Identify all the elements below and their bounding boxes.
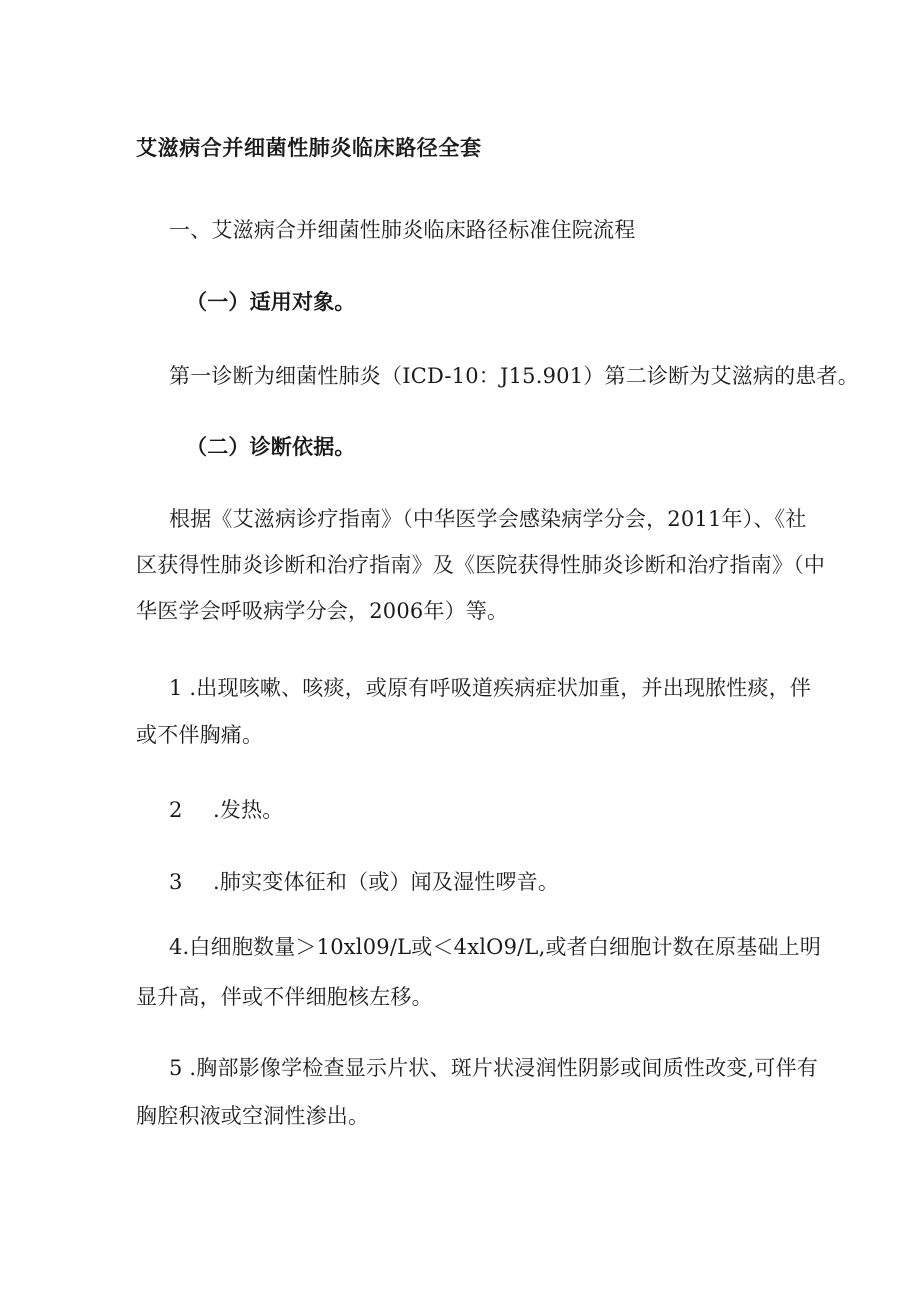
list-item-1-line-2: 或不伴胸痛。 xyxy=(136,723,264,747)
subsection-heading-scope: （一）适用对象。 xyxy=(186,289,356,314)
list-item-3-text: .肺实变体征和（或）闻及湿性啰音。 xyxy=(213,870,560,894)
section-heading: 一、艾滋病合并细菌性肺炎临床路径标准住院流程 xyxy=(169,218,636,242)
paragraph-scope: 第一诊断为细菌性肺炎（ICD-10：J15.901）第二诊断为艾滋病的患者。 xyxy=(169,364,859,388)
list-item-2-text: .发热。 xyxy=(213,798,284,822)
list-item-4-line-2: 显升高，伴或不伴细胞核左移。 xyxy=(136,985,433,1009)
list-item-3 xyxy=(169,868,559,896)
list-item-4-line-1: 4.白细胞数量＞10xl09∕L或＜4xlO9∕L,或者白细胞计数在原基础上明 xyxy=(169,935,822,959)
list-item-2-number: 2 xyxy=(169,798,183,822)
document-title: 艾滋病合并细菌性肺炎临床路径全套 xyxy=(136,135,482,160)
list-item-5-line-1: 5 .胸部影像学检查显示片状、斑片状浸润性阴影或间质性改变,可伴有 xyxy=(169,1056,818,1080)
paragraph-diagnosis-line-2: 区获得性肺炎诊断和治疗指南》及《医院获得性肺炎诊断和治疗指南》（中 xyxy=(136,553,826,577)
list-item-1-line-1: 1 .出现咳嗽、咳痰，或原有呼吸道疾病症状加重，并出现脓性痰，伴 xyxy=(169,676,812,700)
list-item-5-line-2: 胸腔积液或空洞性渗出。 xyxy=(136,1104,370,1128)
list-item-3-number: 3 xyxy=(169,870,183,894)
paragraph-diagnosis-line-3: 华医学会呼吸病学分会，2006年）等。 xyxy=(136,599,509,623)
list-item-2 xyxy=(169,796,283,824)
paragraph-diagnosis-line-1: 根据《艾滋病诊疗指南》（中华医学会感染病学分会，2011年）、《社 xyxy=(169,507,807,531)
subsection-heading-diagnosis: （二）诊断依据。 xyxy=(186,434,356,459)
